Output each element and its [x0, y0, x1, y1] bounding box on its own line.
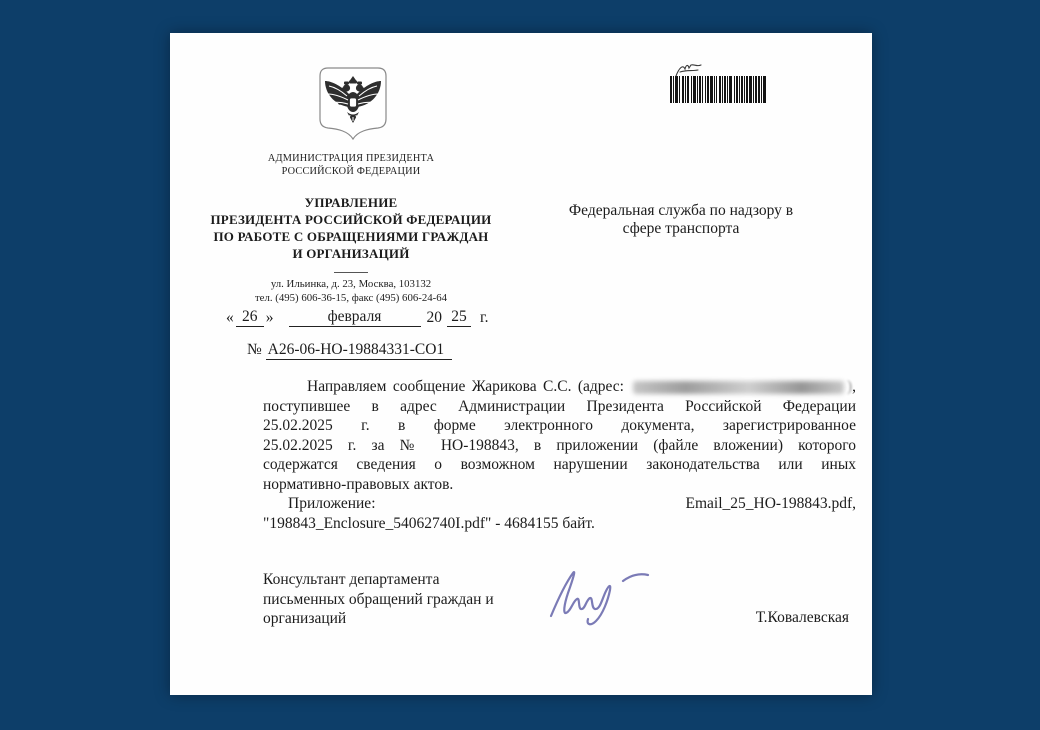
- addressee-line: Федеральная служба по надзору в: [568, 202, 794, 219]
- signer-title: [263, 570, 563, 629]
- barcode-area: [670, 76, 770, 103]
- date-suffix: г.: [480, 309, 489, 326]
- date-month: февраля: [289, 308, 421, 327]
- signer-title-line: организаций: [263, 610, 347, 627]
- date-line: [226, 305, 488, 327]
- barcode: [670, 76, 770, 103]
- letter-body: [263, 377, 856, 533]
- date-close-quote: »: [265, 309, 274, 326]
- attachment-label: Приложение:: [288, 495, 376, 512]
- department-name-line: И ОРГАНИЗАЦИЙ: [292, 246, 410, 261]
- letterhead: [201, 153, 501, 305]
- department-name-line: УПРАВЛЕНИЕ: [304, 195, 398, 210]
- attachment-file-1: Email_25_НО-198843.pdf,: [685, 495, 856, 512]
- signer-title-line: Консультант департамента: [263, 571, 440, 588]
- body-line-first: [263, 377, 856, 397]
- department-name-line: ПО РАБОТЕ С ОБРАЩЕНИЯМИ ГРАЖДАН: [213, 229, 489, 244]
- body-line: 25.02.2025 г. за № НО-198843, в приложении (файле вложении) которого: [263, 436, 856, 454]
- attachment-line: [263, 494, 856, 514]
- date-day: 26: [236, 308, 264, 327]
- attachment-spacer: [376, 494, 686, 514]
- department-name-line: ПРЕЗИДЕНТА РОССИЙСКОЙ ФЕДЕРАЦИИ: [210, 212, 492, 227]
- body-line-first-paren: ): [846, 378, 853, 395]
- addressee-line: сфере транспорта: [622, 219, 740, 237]
- redacted-address: [633, 381, 844, 394]
- signer-name: Т.Ковалевская: [755, 609, 849, 626]
- reference-number-line: [247, 341, 452, 359]
- date-century: 20: [426, 309, 442, 326]
- body-line-first-comma: ,: [852, 378, 856, 395]
- attachment-file-2: "198843_Enclosure_54062740I.pdf" - 4684155 байт.: [263, 514, 595, 532]
- date-year: 25: [447, 308, 471, 327]
- body-line: поступившее в адрес Администрации Президента Российской Федерации: [263, 397, 856, 415]
- number-sign: №: [247, 341, 262, 358]
- body-line: содержатся сведения о возможном нарушении законодательства или иных: [263, 456, 856, 473]
- handwritten-note-icon: [674, 61, 704, 79]
- reference-number: А26-06-НО-19884331-СО1: [266, 341, 453, 360]
- org-phone: тел. (495) 606-36-15, факс (495) 606-24-64: [254, 291, 448, 304]
- date-open-quote: «: [226, 309, 234, 326]
- coat-of-arms-icon: [318, 67, 388, 145]
- document-page: [170, 33, 872, 695]
- letterhead-divider: [334, 272, 368, 273]
- addressee: [561, 202, 801, 237]
- body-line-last: нормативно-правовых актов.: [263, 475, 454, 493]
- org-address: ул. Ильинка, д. 23, Москва, 103132: [270, 278, 432, 290]
- signer-title-line: письменных обращений граждан и: [263, 590, 494, 608]
- body-line: 25.02.2025 г. в форме электронного документа, зарегистрированное: [263, 417, 856, 434]
- org-name-line: АДМИНИСТРАЦИЯ ПРЕЗИДЕНТА: [267, 153, 435, 164]
- org-name-line: РОССИЙСКОЙ ФЕДЕРАЦИИ: [281, 165, 421, 177]
- body-line-first-text: Направляем сообщение Жарикова С.С. (адрес:: [307, 378, 624, 395]
